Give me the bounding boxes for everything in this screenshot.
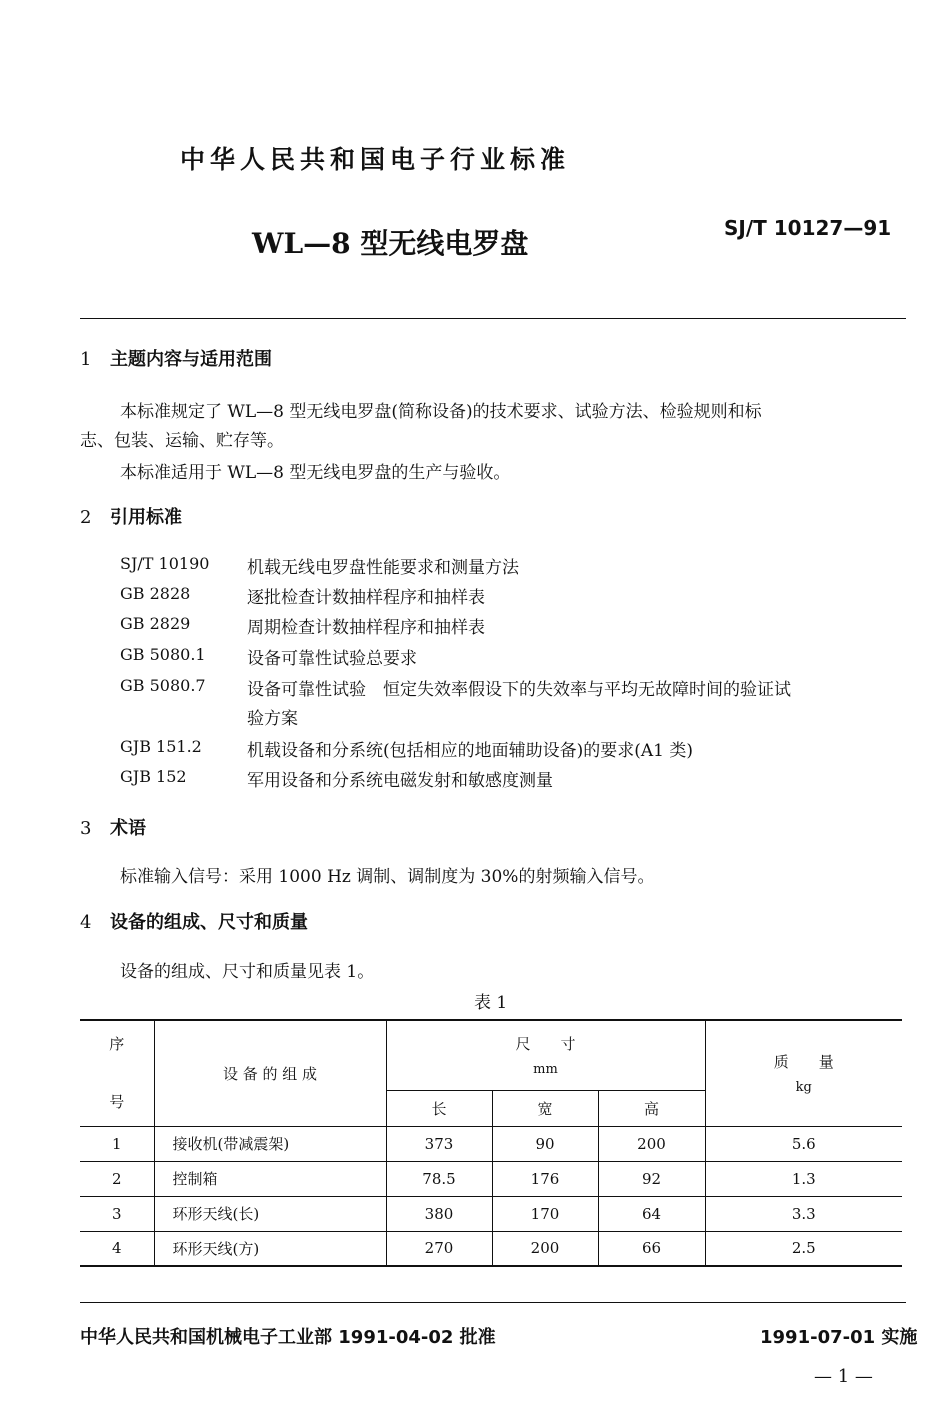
- cell-width: 170: [492, 1196, 598, 1231]
- cell-seq: 3: [80, 1196, 154, 1231]
- section-number: 3: [80, 818, 92, 839]
- header-length: 长: [386, 1090, 492, 1126]
- reference-code: GJB 151.2: [120, 737, 202, 756]
- header-mass: [705, 1020, 902, 1126]
- reference-title: 周期检查计数抽样程序和抽样表: [247, 618, 485, 638]
- cell-height: 92: [598, 1161, 705, 1196]
- cell-mass: 3.3: [705, 1196, 902, 1231]
- cell-component: 控制箱: [154, 1161, 386, 1196]
- header-size-unit: mm: [533, 1062, 558, 1078]
- cell-width: 200: [492, 1231, 598, 1266]
- header-width: 宽: [492, 1090, 598, 1126]
- section-number: 2: [80, 507, 92, 528]
- footer-divider: [80, 1302, 906, 1303]
- cell-mass: 5.6: [705, 1126, 902, 1161]
- section-1-heading: [80, 345, 272, 371]
- approval-line: 中华人民共和国机械电子工业部 1991-04-02 批准: [80, 1327, 496, 1348]
- section-title: 设备的组成、尺寸和质量: [110, 912, 308, 933]
- cell-mass: 1.3: [705, 1161, 902, 1196]
- section-title: 主题内容与适用范围: [110, 349, 272, 370]
- header-seq-top: 序: [109, 1035, 125, 1054]
- header-height: 高: [598, 1090, 705, 1126]
- section-title: 术语: [110, 818, 146, 839]
- cell-mass: 2.5: [705, 1231, 902, 1266]
- reference-title: 设备可靠性试验 恒定失效率假设下的失效率与平均无故障时间的验证试: [247, 680, 791, 700]
- cell-component: 环形天线(长): [154, 1196, 386, 1231]
- reference-code: SJ/T 10190: [120, 554, 210, 573]
- reference-code: GB 5080.1: [120, 645, 206, 664]
- section-2-heading: [80, 503, 182, 529]
- standard-heading: 中华人民共和国电子行业标准: [180, 145, 571, 174]
- cell-seq: 2: [80, 1161, 154, 1196]
- cell-length: 380: [386, 1196, 492, 1231]
- section-1-paragraph-1-cont: 志、包装、运输、贮存等。: [80, 431, 284, 451]
- cell-width: 90: [492, 1126, 598, 1161]
- table-header-row: [80, 1020, 902, 1090]
- table-row: [80, 1196, 902, 1231]
- document-title: WL—8 型无线电罗盘: [252, 227, 529, 260]
- cell-seq: 4: [80, 1231, 154, 1266]
- header-seq: [80, 1020, 154, 1126]
- reference-code: GB 5080.7: [120, 676, 206, 695]
- header-size-label: 尺 寸: [515, 1035, 576, 1054]
- reference-title-cont: 验方案: [247, 709, 298, 729]
- component-table: [80, 1019, 902, 1267]
- reference-title: 机载设备和分系统(包括相应的地面辅助设备)的要求(A1 类): [247, 741, 694, 761]
- cell-length: 373: [386, 1126, 492, 1161]
- section-4-heading: [80, 908, 308, 934]
- table-row: [80, 1231, 902, 1266]
- section-3-heading: [80, 814, 146, 840]
- section-3-paragraph: 标准输入信号：采用 1000 Hz 调制、调制度为 30%的射频输入信号。: [120, 867, 655, 887]
- header-component: 设 备 的 组 成: [154, 1020, 386, 1126]
- reference-title: 军用设备和分系统电磁发射和敏感度测量: [247, 771, 553, 791]
- section-title: 引用标准: [110, 507, 182, 528]
- header-seq-bottom: 号: [109, 1093, 125, 1112]
- reference-title: 逐批检查计数抽样程序和抽样表: [247, 588, 485, 608]
- page-number: — 1 —: [814, 1366, 873, 1387]
- section-number: 4: [80, 912, 92, 933]
- cell-height: 200: [598, 1126, 705, 1161]
- document-code: SJ/T 10127—91: [724, 216, 892, 240]
- reference-title: 机载无线电罗盘性能要求和测量方法: [247, 558, 519, 578]
- table-row: [80, 1161, 902, 1196]
- cell-component: 环形天线(方): [154, 1231, 386, 1266]
- section-1-paragraph-2: 本标准适用于 WL—8 型无线电罗盘的生产与验收。: [120, 463, 511, 483]
- reference-code: GB 2828: [120, 584, 191, 603]
- reference-code: GJB 152: [120, 767, 187, 786]
- implementation-date: 1991-07-01 实施: [760, 1327, 918, 1348]
- cell-seq: 1: [80, 1126, 154, 1161]
- header-mass-unit: kg: [795, 1080, 812, 1096]
- table-caption: 表 1: [474, 993, 508, 1013]
- cell-height: 64: [598, 1196, 705, 1231]
- cell-length: 270: [386, 1231, 492, 1266]
- cell-height: 66: [598, 1231, 705, 1266]
- section-number: 1: [80, 349, 92, 370]
- cell-length: 78.5: [386, 1161, 492, 1196]
- header-mass-label: 质 量: [773, 1053, 834, 1072]
- cell-width: 176: [492, 1161, 598, 1196]
- reference-title: 设备可靠性试验总要求: [247, 649, 417, 669]
- header-size: [386, 1020, 705, 1090]
- section-4-paragraph: 设备的组成、尺寸和质量见表 1。: [120, 962, 375, 982]
- section-1-paragraph-1: 本标准规定了 WL—8 型无线电罗盘(简称设备)的技术要求、试验方法、检验规则和标: [120, 402, 762, 422]
- table-row: [80, 1126, 902, 1161]
- cell-component: 接收机(带减震架): [154, 1126, 386, 1161]
- header-divider: [80, 318, 906, 319]
- reference-code: GB 2829: [120, 614, 191, 633]
